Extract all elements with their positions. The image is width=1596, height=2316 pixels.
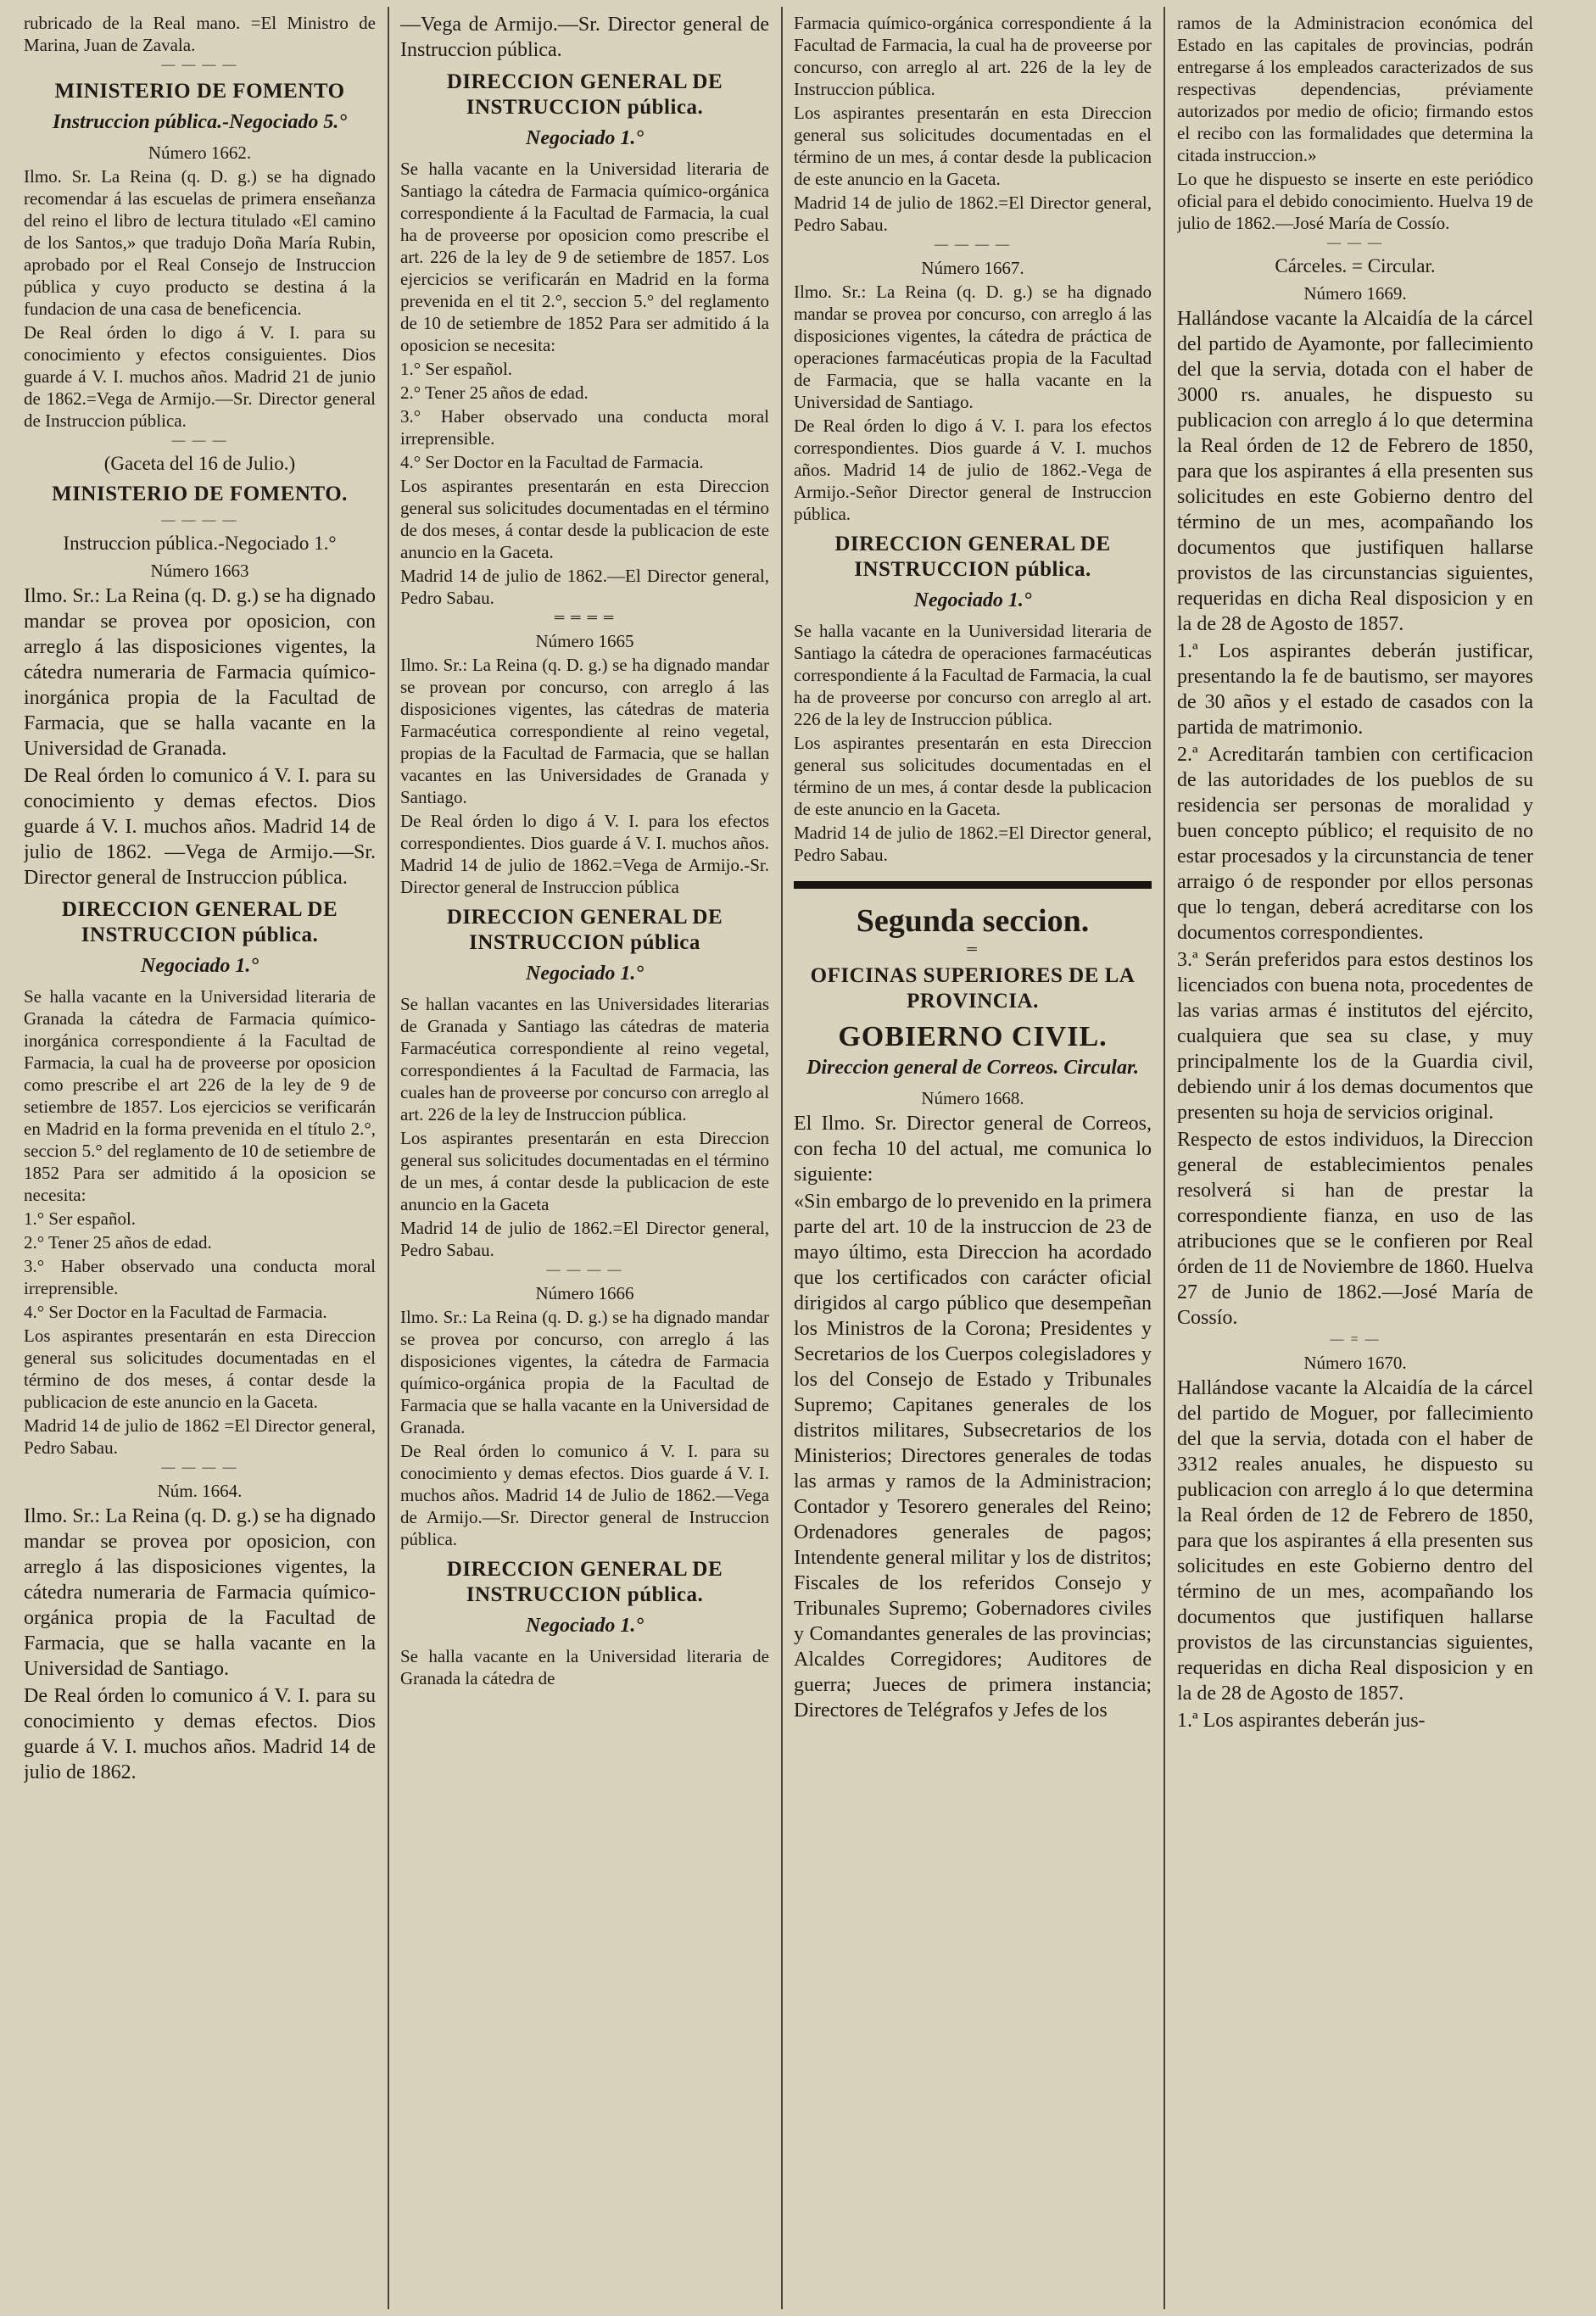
list-item: 3.° Haber observado una conducta moral irreprensible. (400, 406, 769, 449)
department-title: GOBIERNO CIVIL. (838, 1021, 1108, 1052)
column-3 (794, 12, 1152, 2306)
subheading: Negociado 1.° (913, 589, 1032, 611)
paragraph: 1.ª Los aspirantes deberán justificar, presentando la fe de bautismo, ser mayores de 30 años y el estado de casados con la partida de matrimonio. (1177, 640, 1533, 739)
section-heading: OFICINAS SUPERIORES DE LA PROVINCIA. (810, 964, 1136, 1013)
subheading: Cárceles. = Circular. (1275, 255, 1436, 276)
section-heading: MINISTERIO DE FOMENTO. (52, 483, 348, 505)
paragraph: Se halla vacante en la Universidad literaria de Granada la cátedra de Farmacia químico-inorgánica correspondiente á la Facultad de Farmacia, la cual ha de proveerse por oposicion como prescribe el art 226 de la ley de 9 de setiembre de 1857. Los ejercicios se verificarán en Madrid en la forma prevenida en el título 2.°, seccion 5.° del reglamento de 10 de setiembre de 1852 Para ser admitido á la oposicion se necesita: (24, 986, 376, 1205)
notice-number: Número 1665 (535, 631, 634, 651)
paragraph: Ilmo. Sr.: La Reina (q. D. g.) se ha dignado mandar se provean por concurso, con arreglo á las disposiciones vigentes, las cátedras de materia Farmacéutica correspondiente al reino vegetal, propias de la Facultad de Farmacia, que se hallan vacantes en las Universidades de Granada y Santiago. (400, 655, 769, 807)
separator: — — — (1327, 236, 1383, 250)
notice-number: Número 1662. (148, 142, 252, 163)
subheading: Instruccion pública.-Negociado 1.° (63, 533, 337, 554)
subheading: Instruccion pública.-Negociado 5.° (53, 111, 347, 133)
subheading: Direccion general de Correos. Circular. (806, 1057, 1139, 1079)
paragraph: De Real órden lo comunico á V. I. para su conocimiento y demas efectos. Dios guarde á V. I. muchos años. Madrid 14 de Julio de 1862.—Vega de Armijo.—Sr. Director general de Instruccion pública. (400, 1441, 769, 1549)
notice-number: Número 1667. (921, 258, 1024, 278)
paragraph: De Real órden lo digo á V. I. para los efectos correspondientes. Dios guarde á V. I. muchos años. Madrid 14 de julio de 1862.-Vega de Armijo.-Señor Director general de Instruccion pública. (794, 416, 1152, 524)
section-title: Segunda seccion. (856, 903, 1090, 939)
paragraph: Ilmo. Sr.: La Reina (q. D. g.) se ha dignado mandar se provea por oposicion, con arreglo á las disposiciones vigentes, la cátedra numeraria de Farmacia químico-inorgánica propia de la Facultad de Farmacia, que se halla vacante en la Universidad de Granada. (24, 585, 376, 760)
paragraph: El Ilmo. Sr. Director general de Correos, con fecha 10 del actual, me comunica lo siguiente: (794, 1113, 1152, 1186)
paragraph: Los aspirantes presentarán en esta Direccion general sus solicitudes documentadas en el término de un mes, á contar desde la publicacion de este anuncio en la Gaceta. (794, 733, 1152, 819)
signature: Madrid 14 de julio de 1862 =El Director general, Pedro Sabau. (24, 1415, 376, 1458)
separator: — — — (171, 433, 228, 448)
gazette-reference: (Gaceta del 16 de Julio.) (103, 453, 296, 474)
section-heading: DIRECCION GENERAL DE INSTRUCCION pública. (834, 533, 1111, 581)
separator: — = — (1330, 1332, 1381, 1347)
paragraph: «Sin embargo de lo prevenido en la primera parte del art. 10 de la instruccion de 23 de mayo último, esta Direccion ha acordado que los certificados con carácter oficial dirigidos al cargo público que desempeñan los Ministros de la Corona; Presidentes y Secretarios de los Cuerpos colegisladores y los del Consejo de Estado y Tribunales Supremo; Capitanes generales de los distritos militares, Subsecretarios de los Ministerios; Directores generales de todas las armas y ramos de la Administracion; Contador y Tesorero generales del Reino; Ordenadores generales de pagos; Intendente general militar y los de distritos; Fiscales de los referidos Consejo y Tribunales Supremo; Gobernadores civiles y Comandantes generales de las provincias; Alcaldes Corregidores; Auditores de guerra; Jueces de primera instancia; Directores de Telégrafos y Jefes de los (794, 1191, 1152, 1722)
paragraph: Ilmo. Sr.: La Reina (q. D. g.) se ha dignado mandar se provea por concurso, con arreglo á las disposiciones vigentes, la cátedra de práctica de operaciones farmacéuticas propia de la Facultad de Farmacia, que se halla vacante en la Universidad de Santiago. (794, 282, 1152, 412)
subheading: Negociado 1.° (526, 1615, 644, 1637)
signature: Madrid 14 de julio de 1862.=El Director general, Pedro Sabau. (400, 1218, 769, 1260)
paragraph: 1.ª Los aspirantes deberán jus- (1177, 1710, 1426, 1732)
notice-number: Número 1670. (1303, 1353, 1407, 1373)
notice-number: Número 1663 (150, 561, 249, 581)
section-heading: DIRECCION GENERAL DE INSTRUCCION pública (446, 906, 723, 954)
paragraph: Los aspirantes presentarán en esta Direccion general sus solicitudes documentadas en el término de un mes, á contar desde la publicacion de este anuncio en la Gaceta. (794, 103, 1152, 189)
section-heading: MINISTERIO DE FOMENTO (54, 80, 345, 103)
notice-number: Número 1668. (921, 1088, 1024, 1108)
column-4 (1177, 12, 1533, 2306)
list-item: 2.° Tener 25 años de edad. (24, 1232, 212, 1253)
paragraph: Ilmo. Sr.: La Reina (q. D. g.) se ha dignado mandar se provea por concurso, con arreglo á las disposiciones vigentes, la cátedra de Farmacia químico-orgánica propia de la Facultad de Farmacia que se halla vacante en la Universidad de Granada. (400, 1307, 769, 1437)
paragraph: Se halla vacante en la Universidad literaria de Granada la cátedra de (400, 1646, 769, 1688)
list-item: 2.° Tener 25 años de edad. (400, 382, 589, 403)
list-item: 4.° Ser Doctor en la Facultad de Farmacia. (24, 1302, 327, 1322)
column-1 (24, 12, 376, 2306)
paragraph: De Real órden lo comunico á V. I. para su conocimiento y demas efectos. Dios guarde á V. I. muchos años. Madrid 14 de julio de 1862. —Vega de Armijo.—Sr. Director general de Instruccion pública. (24, 765, 376, 889)
paragraph: Se hallan vacantes en las Universidades literarias de Granada y Santiago las cátedras de materia Farmacéutica correspondiente al reino vegetal, correspondientes á la Facultad de Farmacia, las cuales han de proveerse por concurso con arreglo al art. 226 de la ley de Instruccion pública. (400, 994, 769, 1125)
list-item: 1.° Ser español. (400, 359, 513, 379)
section-divider (794, 881, 1152, 889)
notice-number: Número 1669. (1303, 283, 1407, 304)
paragraph: Hallándose vacante la Alcaidía de la cárcel del partido de Ayamonte, por fallecimiento del que la servia, dotada con el haber de 3000 rs. anuales, he dispuesto su publicacion con arreglo á lo que determina la Real órden de 12 de Febrero de 1850, para que los aspirantes á ella presenten sus solicitudes en este Gobierno dentro del término de un mes, acompañando los documentos que justifiquen hallarse provistos de las circunstancias siguientes, requeridas en dicha Real disposicion y en la de 28 de Agosto de 1857. (1177, 308, 1533, 635)
paragraph: Lo que he dispuesto se inserte en este periódico oficial para el debido conocimiento. Huelva 19 de julio de 1862.—José María de Cossío. (1177, 169, 1533, 233)
separator: ═ (967, 942, 979, 957)
list-item: 3.° Haber observado una conducta moral irreprensible. (24, 1256, 376, 1298)
paragraph: Se halla vacante en la Uuniversidad literaria de Santiago la cátedra de operaciones farmacéuticas correspondiente á la Facultad de Farmacia, la cual ha de proveerse por concurso con arreglo al art. 226 de la ley de Instruccion pública. (794, 621, 1152, 729)
paragraph: De Real órden lo digo á V. I. para su conocimiento y efectos consiguientes. Dios guarde á V. I. muchos años. Madrid 21 de junio de 1862.=Vega de Armijo.—Sr. Director general de Instruccion pública. (24, 322, 376, 431)
signature: Madrid 14 de julio de 1862.=El Director general, Pedro Sabau. (794, 823, 1152, 865)
paragraph: Los aspirantes presentarán en esta Direccion general sus solicitudes documentadas en el término de un mes, á contar desde la publicacion de este anuncio en la Gaceta (400, 1128, 769, 1214)
list-item: 1.° Ser español. (24, 1208, 137, 1229)
paragraph: ramos de la Administracion económica del Estado en las capitales de provincias, podrán entregarse á los empleados caracterizados de sus respectivas dependencias, préviamente autorizados por medio de oficio; firmando estos el recibo con las formalidades que determina la citada instruccion.» (1177, 13, 1533, 165)
paragraph: 3.ª Serán preferidos para estos destinos los licenciados con buena nota, procedentes de las varias armas é institutos del ejército, cualquiera que sea su clase, y muy principalmente los de la Guardia civil, debiendo unir á los demas documentos que presenten su hoja de servicios original. (1177, 949, 1533, 1124)
paragraph: Ilmo. Sr.: La Reina (q. D. g.) se ha dignado mandar se provea por oposicion, con arreglo á las disposiciones vigentes, la cátedra numeraria de Farmacia químico-orgánica propia de la Facultad de Farmacia, que se halla vacante en la Universidad de Santiago. (24, 1505, 376, 1680)
paragraph: De Real órden lo comunico á V. I. para su conocimiento y demas efectos. Dios guarde á V. I. muchos años. Madrid 14 de julio de 1862. (24, 1685, 376, 1783)
separator: — — — — (161, 513, 238, 527)
paragraph: Los aspirantes presentarán en esta Direccion general sus solicitudes documentadas en el término de dos meses, á contar desde la publicacion de este anuncio en la Gaceta. (24, 1325, 376, 1412)
paragraph: Se halla vacante en la Universidad literaria de Santiago la cátedra de Farmacia químico-orgánica correspondiente á la Facultad de Farmacia, la cual ha de proveerse por oposicion como prescribe el art. 226 de la ley de 9 de setiembre de 1857. Los ejercicios se verificarán en Madrid en la forma prevenida en el tit 2.°, seccion 5.° del reglamento de 10 de setiembre de 1852 Para ser admitido á la oposicion se necesita: (400, 159, 769, 355)
list-item: 4.° Ser Doctor en la Facultad de Farmacia. (400, 452, 704, 472)
column-rule (388, 7, 389, 2309)
subheading: Negociado 1.° (526, 963, 644, 985)
paragraph: De Real órden lo digo á V. I. para los efectos correspondientes. Dios guarde á V. I. muchos años. Madrid 14 de julio de 1862.=Vega de Armijo.-Sr. Director general de Instruccion pública (400, 811, 769, 897)
paragraph: Farmacia químico-orgánica correspondiente á la Facultad de Farmacia, la cual ha de proveerse por concurso, con arreglo al art. 226 de la ley de Instruccion pública. (794, 13, 1152, 99)
paragraph: —Vega de Armijo.—Sr. Director general de Instruccion pública. (400, 14, 769, 61)
subheading: Negociado 1.° (141, 955, 259, 977)
section-heading: DIRECCION GENERAL DE INSTRUCCION pública. (446, 1558, 723, 1606)
notice-number: Número 1666 (535, 1283, 634, 1303)
paragraph: Los aspirantes presentarán en esta Direccion general sus solicitudes documentadas en el término de dos meses, á contar desde la publicacion de este anuncio en la Gaceta. (400, 476, 769, 562)
subheading: Negociado 1.° (526, 127, 644, 149)
signature: Madrid 14 de julio de 1862.=El Director general, Pedro Sabau. (794, 193, 1152, 235)
separator: — — — — (935, 237, 1011, 252)
paragraph: Respecto de estos individuos, la Direccion general de establecimientos penales resolverá si han de prestar la correspondiente fianza, en uso de las atribuciones que se le confieren por Real órden de 11 de Noviembre de 1860. Huelva 27 de Junio de 1862.—José María de Cossío. (1177, 1129, 1533, 1329)
separator: ═ ═ ═ ═ (554, 611, 616, 625)
column-rule (781, 7, 783, 2309)
paragraph: 2.ª Acreditarán tambien con certificacion de las autoridades de los pueblos de su residencia ser personas de moralidad y buen concepto público; el requisito de no estar procesados y la circunstancia de tener arraigo ó de responder por ellos personas que lo tengan, deberá acreditarse con los documentos correspondientes. (1177, 744, 1533, 944)
paragraph: Hallándose vacante la Alcaidía de la cárcel del partido de Moguer, por fallecimiento del que la servia, dotada con el haber de 3312 reales anuales, he dispuesto su publicacion con arreglo á lo que determina la Real órden de 12 de Febrero de 1850, para que los aspirantes á ella presenten sus solicitudes en este Gobierno dentro del término de un mes, acompañando los documentos que justifiquen hallarse provistos de las circunstancias siguientes, requeridas en dicha Real disposicion y en la de 28 de Agosto de 1857. (1177, 1377, 1533, 1705)
separator: — — — — (161, 1460, 238, 1475)
signature: Madrid 14 de julio de 1862.—El Director general, Pedro Sabau. (400, 566, 769, 608)
separator: — — — — (161, 58, 238, 72)
paragraph: Ilmo. Sr. La Reina (q. D. g.) se ha dignado recomendar á las escuelas de primera enseñanza del reino el libro de lectura titulado «El camino de los Santos,» que tradujo Doña María Rubin, aprobado por el Real Consejo de Instruccion pública y cuyo producto se destina á la fundacion de una casa de beneficencia. (24, 166, 376, 319)
column-rule (1164, 7, 1165, 2309)
section-heading: DIRECCION GENERAL DE INSTRUCCION pública. (61, 898, 338, 946)
section-heading: DIRECCION GENERAL DE INSTRUCCION pública. (446, 70, 723, 119)
column-2 (400, 12, 769, 2306)
notice-number: Núm. 1664. (157, 1481, 243, 1501)
paragraph: rubricado de la Real mano. =El Ministro de Marina, Juan de Zavala. (24, 13, 376, 55)
separator: — — — — (546, 1263, 623, 1277)
